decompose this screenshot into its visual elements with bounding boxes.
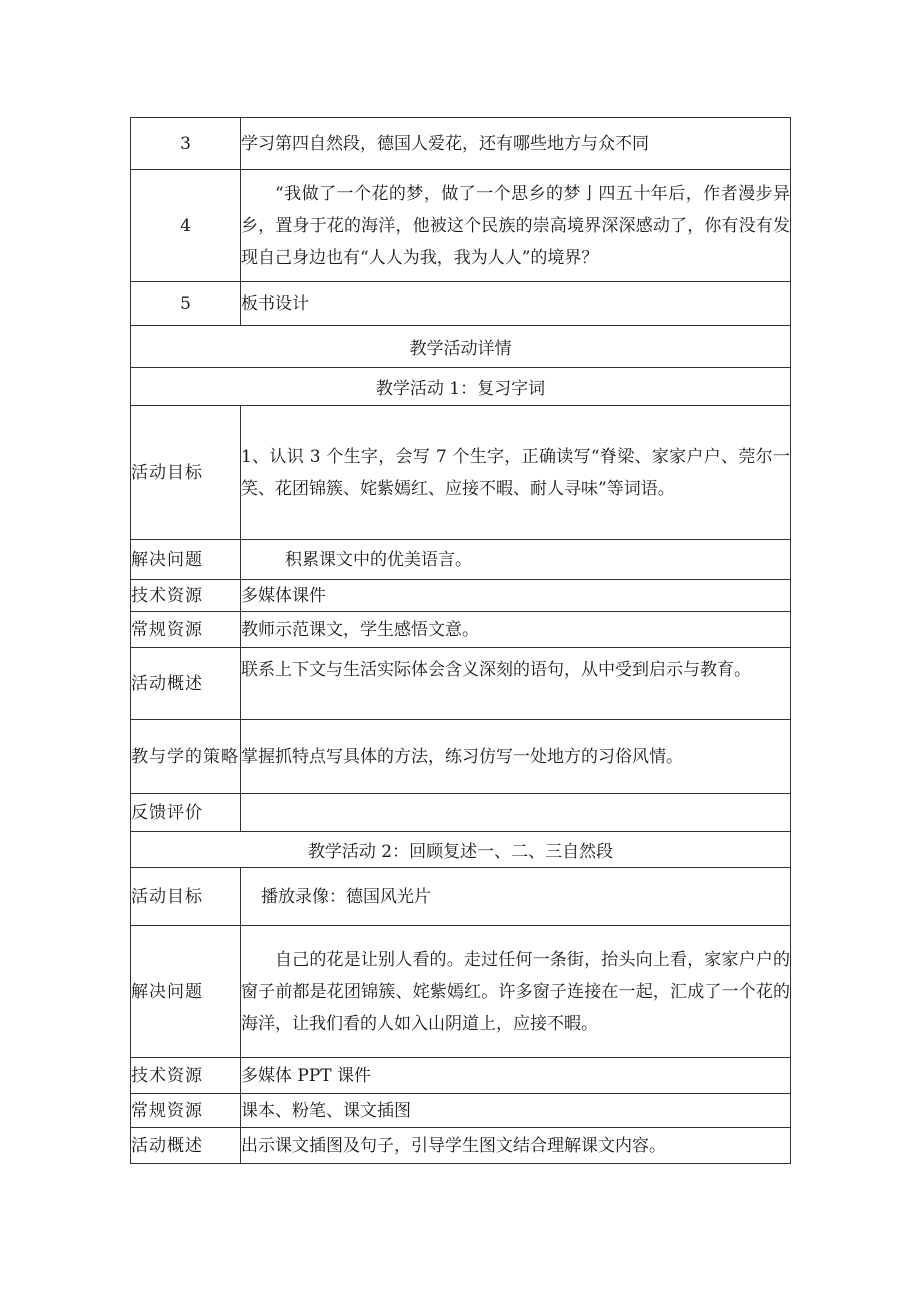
table-row bbox=[131, 868, 791, 926]
activity2-tech: 多媒体 PPT 课件 bbox=[241, 1058, 791, 1094]
activity1-goal: 1、认识 3 个生字，会写 7 个生字，正确读写“脊梁、家家户户、莞尔一笑、花团锦簇、姹紫嫣红、应接不暇、耐人寻味”等词语。 bbox=[241, 446, 790, 499]
activity2-regular-label: 常规资源 bbox=[131, 1094, 241, 1128]
table-row bbox=[131, 1128, 791, 1164]
table-row bbox=[131, 540, 791, 580]
activity2-overview: 出示课文插图及句子，引导学生图文结合理解课文内容。 bbox=[241, 1128, 791, 1164]
activity2-tech-label: 技术资源 bbox=[131, 1058, 241, 1094]
row-number: 3 bbox=[131, 118, 241, 170]
table-row bbox=[131, 118, 791, 170]
activity1-strategy-label: 教与学的策略 bbox=[131, 720, 241, 794]
activity-header-row bbox=[131, 368, 791, 406]
section-header-row bbox=[131, 326, 791, 368]
activity2-goal: 播放录像：德国风光片 bbox=[241, 868, 791, 926]
activity1-problem: 积累课文中的优美语言。 bbox=[241, 540, 791, 580]
table-row bbox=[131, 282, 791, 326]
activity2-overview-label: 活动概述 bbox=[131, 1128, 241, 1164]
activity2-problem: 自己的花是让别人看的。走过任何一条街，抬头向上看，家家户户的窗子前都是花团锦簇、姹紫嫣红。许多窗子连接在一起，汇成了一个花的海洋，让我们看的人如入山阴道上，应接不暇。 bbox=[241, 949, 790, 1034]
table-row bbox=[131, 794, 791, 832]
table-row bbox=[131, 580, 791, 612]
row-number: 4 bbox=[131, 170, 241, 282]
table-row bbox=[131, 1094, 791, 1128]
activity1-overview: 联系上下文与生活实际体会含义深刻的语句，从中受到启示与教育。 bbox=[241, 648, 791, 720]
row-content: “我做了一个花的梦，做了一个思乡的梦亅四五十年后，作者漫步异乡，置身于花的海洋，他被这个民族的崇高境界深深感动了，你有没有发现自己身边也有“人人为我，我为人人”的境界？ bbox=[241, 183, 790, 268]
activity2-goal-label: 活动目标 bbox=[131, 868, 241, 926]
table-row bbox=[131, 720, 791, 794]
table-row bbox=[131, 648, 791, 720]
activity-header-row bbox=[131, 832, 791, 868]
activity1-tech-label: 技术资源 bbox=[131, 580, 241, 612]
activity1-goal-label: 活动目标 bbox=[131, 406, 241, 540]
activity2-regular: 课本、粉笔、课文插图 bbox=[241, 1094, 791, 1128]
table-row bbox=[131, 926, 791, 1058]
activity1-problem-label: 解决问题 bbox=[131, 540, 241, 580]
row-content: 板书设计 bbox=[241, 282, 791, 326]
activity1-regular-label: 常规资源 bbox=[131, 612, 241, 648]
row-number: 5 bbox=[131, 282, 241, 326]
activity1-strategy: 掌握抓特点写具体的方法，练习仿写一处地方的习俗风情。 bbox=[241, 720, 791, 794]
table-row bbox=[131, 170, 791, 282]
activity1-feedback bbox=[241, 794, 791, 832]
activity1-tech: 多媒体课件 bbox=[241, 580, 791, 612]
row-content: 学习第四自然段，德国人爱花，还有哪些地方与众不同 bbox=[241, 118, 791, 170]
activity1-feedback-label: 反馈评价 bbox=[131, 794, 241, 832]
activity2-problem-label: 解决问题 bbox=[131, 926, 241, 1058]
activity1-title: 教学活动 1：复习字词 bbox=[131, 368, 791, 406]
activity1-regular: 教师示范课文，学生感悟文意。 bbox=[241, 612, 791, 648]
lesson-plan-table bbox=[130, 117, 791, 1164]
activity1-overview-label: 活动概述 bbox=[131, 648, 241, 720]
table-row bbox=[131, 406, 791, 540]
section-title: 教学活动详情 bbox=[131, 326, 791, 368]
table-row bbox=[131, 1058, 791, 1094]
activity2-title: 教学活动 2：回顾复述一、二、三自然段 bbox=[131, 832, 791, 868]
table-row bbox=[131, 612, 791, 648]
